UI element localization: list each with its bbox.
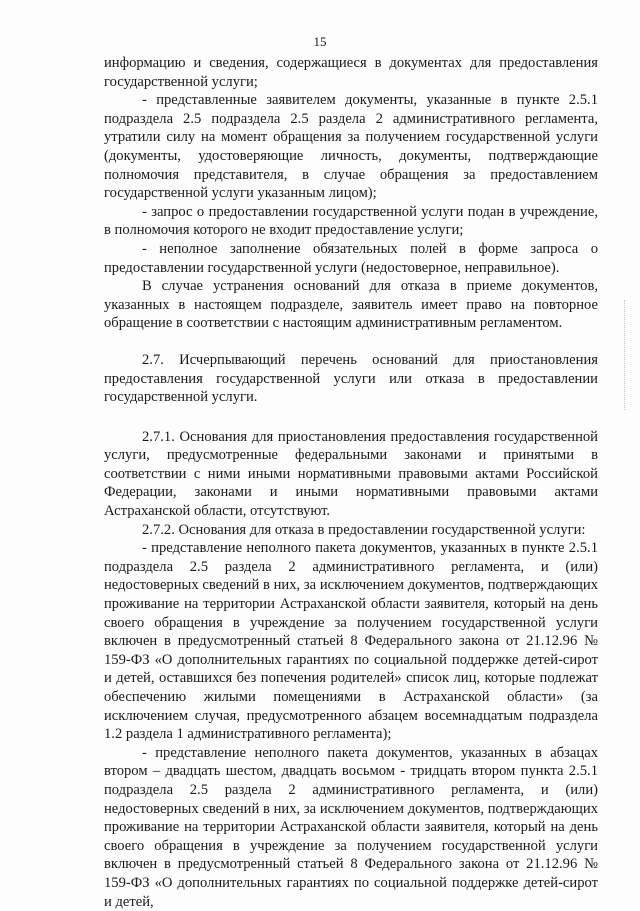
paragraph-expired-documents: - представленные заявителем документы, указанные в пункте 2.5.1 подраздела 2.5 подраздела 2.5 раздела 2 административного регламента, утратили силу на момент обращения за получением государственной услуги (документы, удостоверяющие личность, документы, подтверждающие полномочия представителя, в случае обращения за предоставлением государственной услуги указанным лицом); <box>104 92 598 202</box>
paragraph-2-7-2: 2.7.2. Основания для отказа в предоставлении государственной услуги: <box>142 521 586 538</box>
paragraph-repeat-application: В случае устранения оснований для отказа в приеме документов, указанных в настоящем подразделе, заявитель имеет право на повторное обращение в соответствии с настоящим административным регламентом. <box>104 278 598 332</box>
page-number: 15 <box>313 34 327 49</box>
paragraph-continuation: информацию и сведения, содержащиеся в документах для предоставления государственной услуги; <box>104 55 598 90</box>
paragraph-incomplete-package-1: - представление неполного пакета документов, указанных в пункте 2.5.1 подраздела 2.5 раздела 2 административного регламента, и (или) недостоверных сведений в них, за исключением документов, подтверждающих проживание на территории Астраханской области заявителя, который на день своего обращения в учреждение за получением государственной услуги включен в предусмотренный статьей 8 Федерального закона от 21.12.96 № 159-ФЗ «О дополнительных гарантиях по социальной поддержке детей-сирот и детей, оставшихся без попечения родителей» список лиц, которые подлежат обеспечению жилыми помещениями в Астраханской области» (за исключением случая, предусмотренного абзацем восемнадцатым подраздела 1.2 раздела 1 административного регламента); <box>104 540 598 743</box>
paragraph-incomplete-fields: - неполное заполнение обязательных полей в форме запроса о предоставлении государственной услуги (недостоверное, неправильное). <box>104 240 598 276</box>
paragraph-incomplete-package-2: - представление неполного пакета документов, указанных в абзацах втором – двадцать шестом, двадцать восьмом - тридцать втором пункта 2.5.1 подраздела 2.5 раздела 2 административного регламента, и (или) недостоверных сведений в них, за исключением документов, подтверждающих проживание на территории Астраханской области заявителя, который на день своего обращения в учреждение за получением государственной услуги включен в предусмотренный статьей 8 Федерального закона от 21.12.96 № 159-ФЗ «О дополнительных гарантиях по социальной поддержке детей-сирот и детей, <box>104 744 598 910</box>
paragraph-2-7-1: 2.7.1. Основания для приостановления предоставления государственной услуги, предусмотренные федеральными законами и принятыми в соответствии с ними иными нормативными правовыми актами Российской Федерации, законами и иными нормативными правовыми актами Астраханской области, отсутствуют. <box>104 428 598 520</box>
section-heading-2-7: 2.7. Исчерпывающий перечень оснований для приостановления предоставления государственной услуги или отказа в предоставлении государственной услуги. <box>104 351 598 406</box>
paragraph-wrong-institution: - запрос о предоставлении государственной услуги подан в учреждение, в полномочия которого не входит предоставление услуги; <box>104 203 598 239</box>
document-body <box>104 54 598 911</box>
scan-edge-mark <box>624 300 626 410</box>
